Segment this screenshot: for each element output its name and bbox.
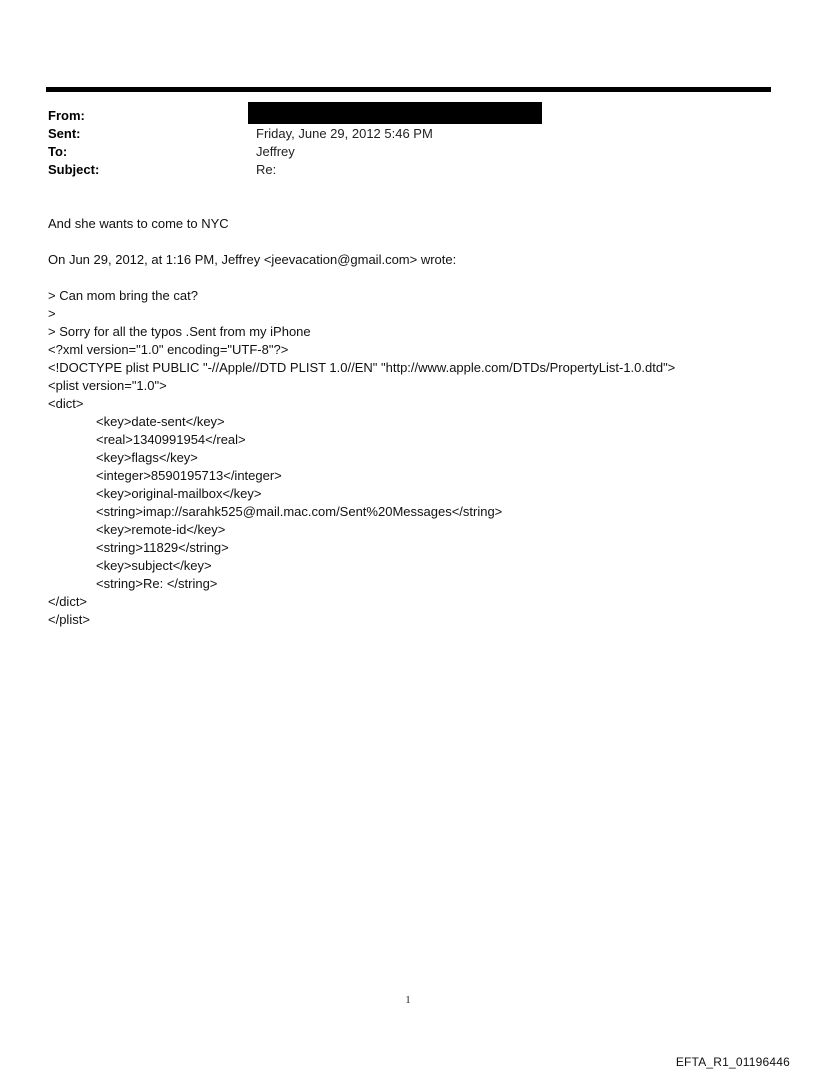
page-number: 1 (405, 994, 411, 1006)
subject-label: Subject: (48, 162, 100, 177)
body-line: And she wants to come to NYC (48, 216, 229, 231)
dict-line: <key>original-mailbox</key> (96, 486, 262, 501)
spacer (48, 233, 788, 251)
dict-line: <key>remote-id</key> (96, 522, 226, 537)
dict-line: <key>flags</key> (96, 450, 198, 465)
plist-open: <plist version="1.0"> (48, 378, 167, 393)
subject-value: Re: (256, 162, 277, 177)
quoted-line: > Sorry for all the typos .Sent from my iPhone (48, 324, 311, 339)
to-row (48, 143, 748, 161)
quoted-line: > (48, 306, 56, 321)
dict-line: <key>subject</key> (96, 558, 212, 573)
reply-attribution: On Jun 29, 2012, at 1:16 PM, Jeffrey <jeevacation@gmail.com> wrote: (48, 252, 457, 267)
redaction-box (248, 102, 542, 124)
dict-line: <real>1340991954</real> (96, 432, 246, 447)
to-label: To: (48, 144, 68, 159)
dict-line: <key>date-sent</key> (96, 414, 225, 429)
dict-line: <string>11829</string> (96, 540, 229, 555)
spacer (48, 269, 788, 287)
email-body (48, 215, 788, 629)
quoted-line: > Can mom bring the cat? (48, 288, 198, 303)
dict-line: <string>Re: </string> (96, 576, 218, 591)
xml-declaration: <?xml version="1.0" encoding="UTF-8"?> (48, 342, 289, 357)
sent-label: Sent: (48, 126, 81, 141)
sent-row (48, 125, 748, 143)
bates-number: EFTA_R1_01196446 (675, 1055, 790, 1069)
dict-open: <dict> (48, 396, 84, 411)
top-rule (46, 87, 771, 92)
subject-row (48, 161, 748, 179)
doctype-line: <!DOCTYPE plist PUBLIC "-//Apple//DTD PLIST 1.0//EN" "http://www.apple.com/DTDs/PropertyList-1.0.dtd"> (48, 360, 676, 375)
sent-value: Friday, June 29, 2012 5:46 PM (256, 126, 433, 141)
dict-close: </dict> (48, 594, 88, 609)
plist-close: </plist> (48, 612, 90, 627)
dict-line: <string>imap://sarahk525@mail.mac.com/Sent%20Messages</string> (96, 504, 503, 519)
from-label: From: (48, 108, 85, 123)
to-value: Jeffrey (256, 144, 295, 159)
dict-line: <integer>8590195713</integer> (96, 468, 282, 483)
